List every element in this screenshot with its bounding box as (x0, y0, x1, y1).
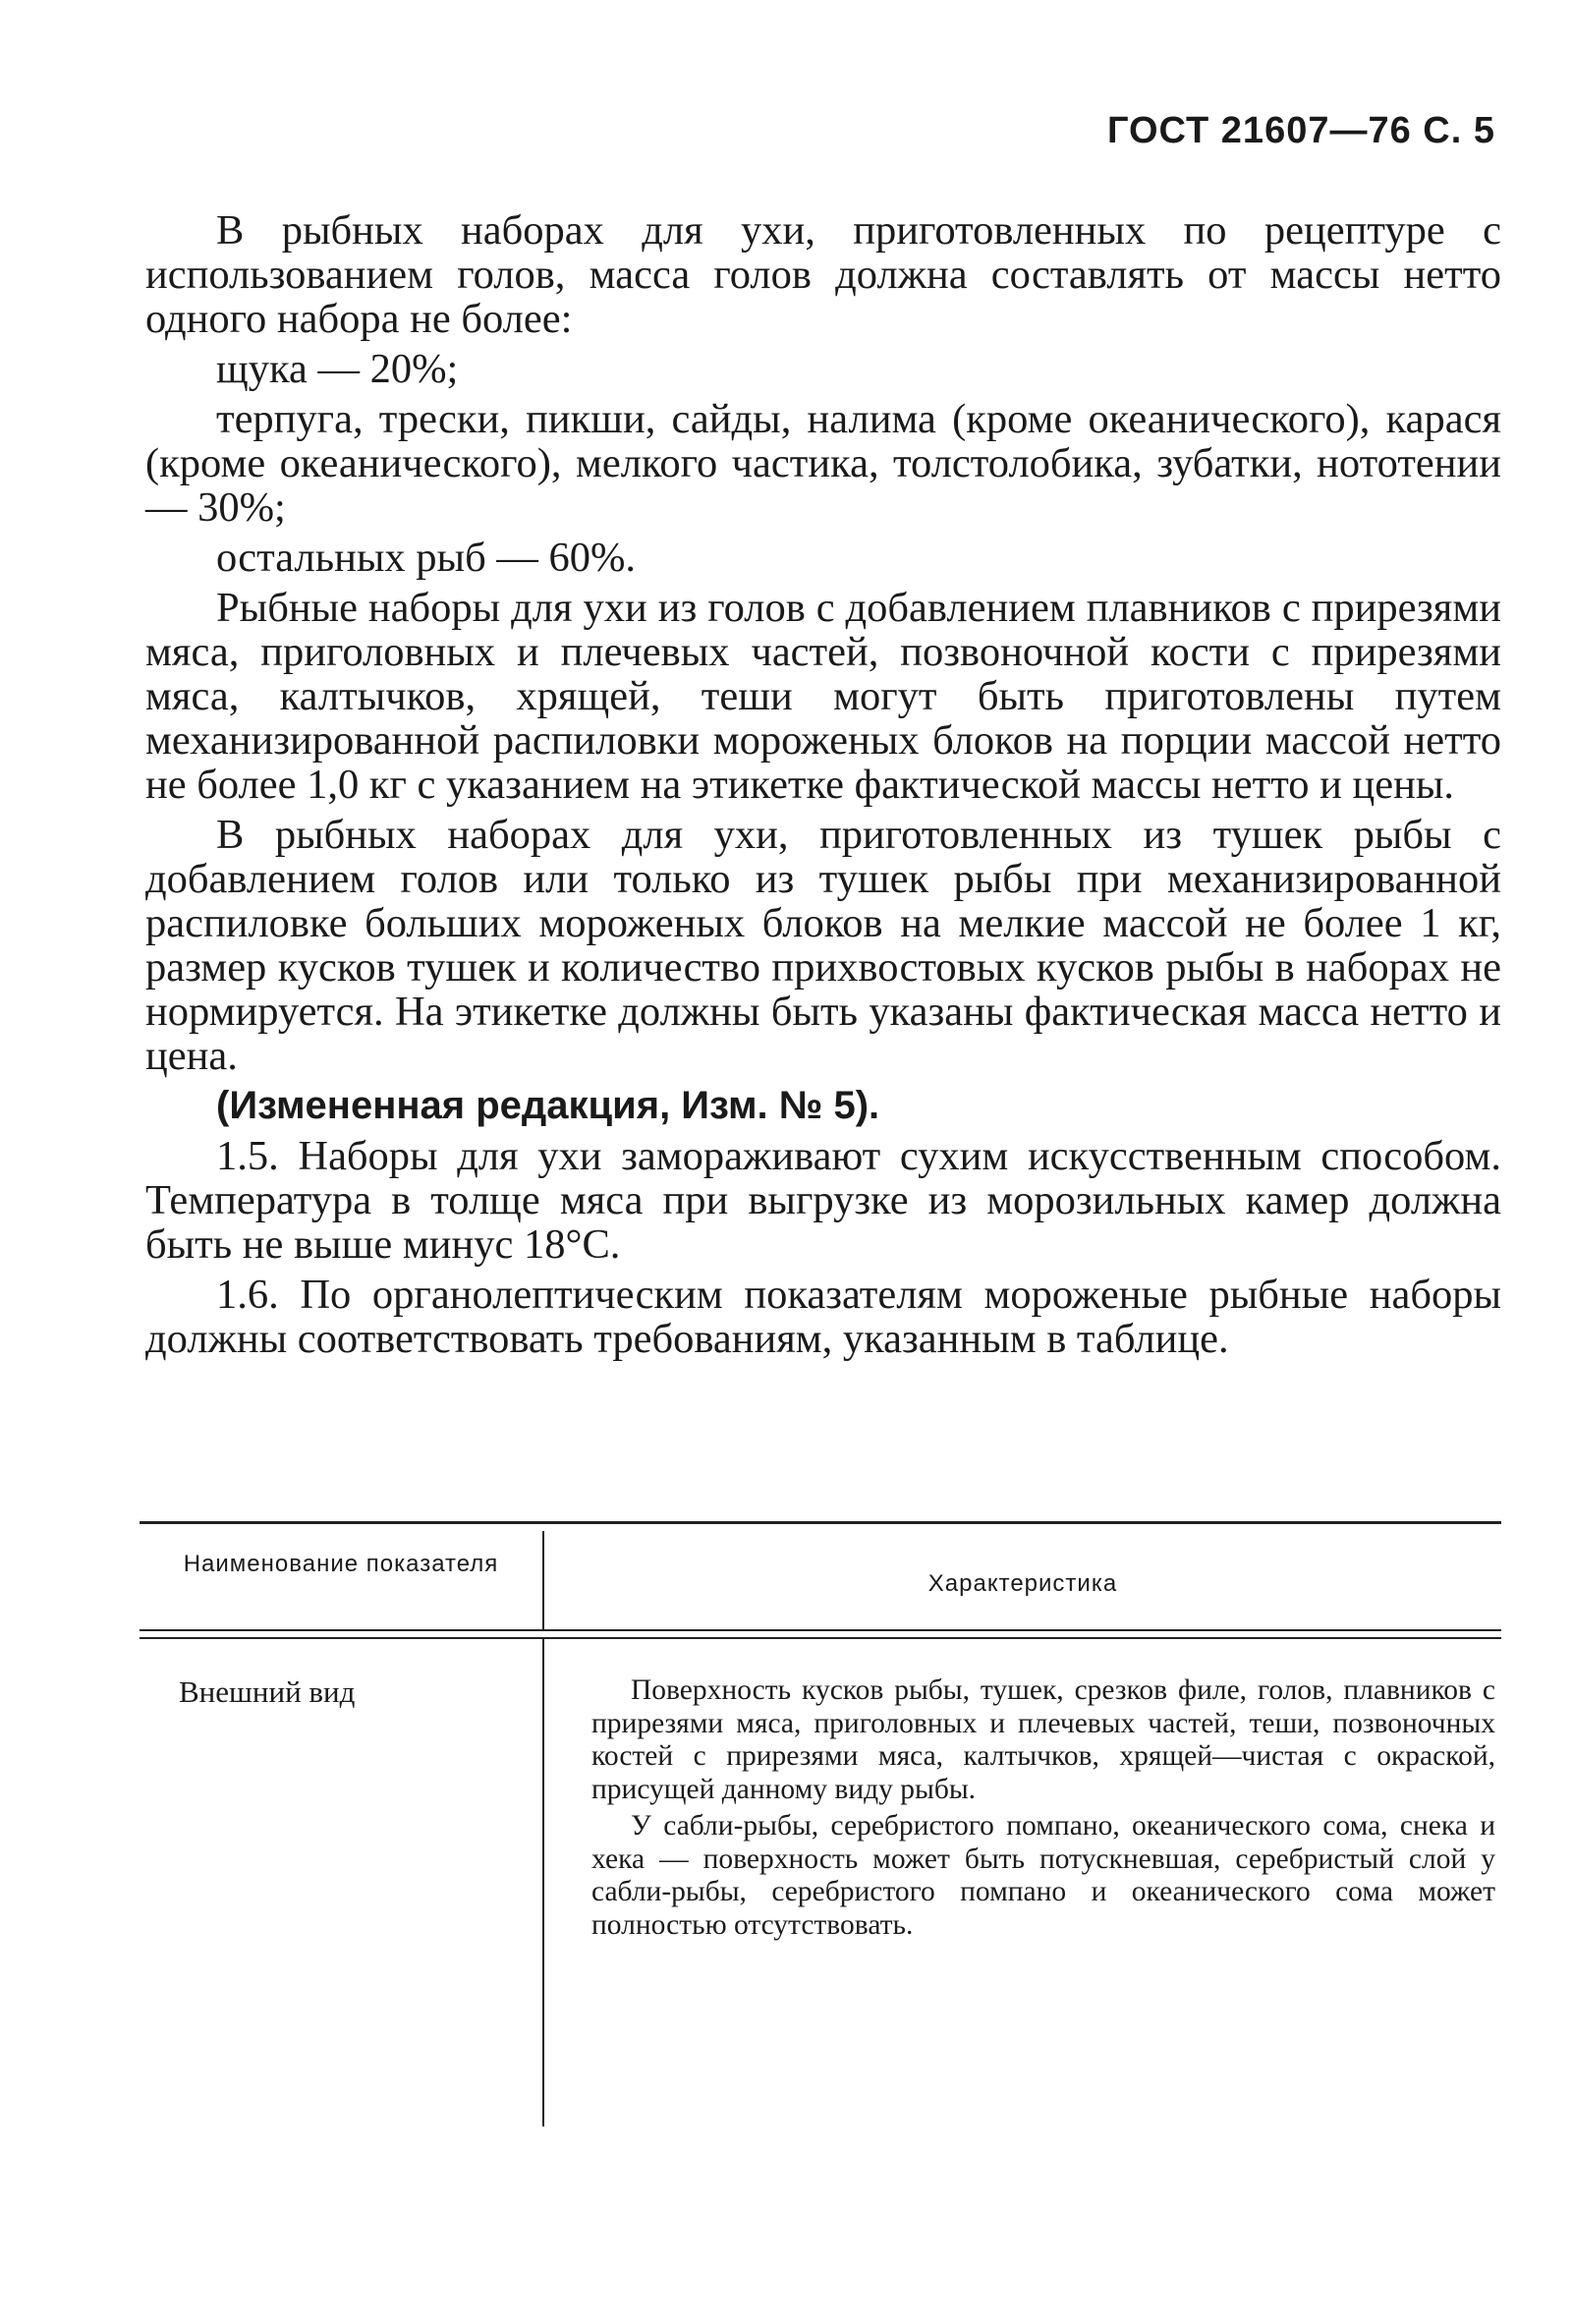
clause-1-6: 1.6. По органолептическим показателям мороженые рыбные наборы должны соответствовать требованиям, указанным в таблице. (145, 1272, 1501, 1362)
table-header-indicator: Наименование показателя (183, 1551, 499, 1577)
paragraph-sawing-heads: Рыбные наборы для ухи из голов с добавлением плавников с прирезями мяса, приголовных и плечевых частей, позвоночной кости с прирезями мяса, калтычков, хрящей, теши могут быть приготовлены путем механизированной распиловки мороженых блоков на порции массой нетто не более 1,0 кг с указанием на этикетке фактической массы нетто и цены. (145, 585, 1501, 808)
page-header: ГОСТ 21607—76 С. 5 (1106, 110, 1495, 151)
list-item-pike: щука — 20%; (216, 346, 459, 392)
document-body (145, 208, 1501, 1367)
table-row-indicator-name: Внешний вид (179, 1674, 356, 1709)
characteristic-paragraph-2: У сабли-рыбы, серебристого помпано, океанического сома, снека и хека — поверхность может быть потускневшая, серебристый слой у сабли-рыбы, серебристого помпано и океанического сома может полностью отсутствовать. (591, 1810, 1495, 1941)
clause-1-5: 1.5. Наборы для ухи замораживают сухим искусственным способом. Температура в толще мяса при выгрузке из морозильных камер должна быть не выше минус 18°С. (145, 1133, 1501, 1268)
paragraph-heads-requirement: В рыбных наборах для ухи, приготовленных по рецептуре с использованием голов, масса голов должна составлять от массы нетто одного набора не более: (145, 207, 1501, 342)
table-body-divider (542, 1639, 544, 2126)
list-item-rest: остальных рыб — 60%. (216, 535, 636, 581)
amendment-note: (Измененная редакция, Изм. № 5). (216, 1084, 880, 1127)
table-header-characteristic: Характеристика (927, 1570, 1118, 1597)
characteristic-paragraph-1: Поверхность кусков рыбы, тушек, срезков филе, голов, плавников с прирезями мяса, приголовных и плечевых частей, теши, позвоночных костей с прирезями мяса, калтычков, хрящей—чистая с окраской, присущей данному виду рыбы. (591, 1674, 1495, 1805)
table-header-rule-1 (140, 1629, 1501, 1631)
paragraph-sawing-carcasses: В рыбных наборах для ухи, приготовленных из тушек рыбы с добавлением голов или только из тушек рыбы при механизированной распиловке больших мороженых блоков на мелкие массой не более 1 кг, размер кусков тушек и количество прихвостовых кусков рыбы в наборах не нормируется. На этикетке должны быть указаны фактическая масса нетто и цена. (145, 812, 1501, 1079)
table-top-rule (140, 1521, 1501, 1524)
table-header-rule-2 (140, 1637, 1501, 1639)
table-row-characteristic (591, 1674, 1495, 1946)
list-item-other-fish: терпуга, трески, пикши, сайды, налима (кроме океанического), карася (кроме океанического), мелкого частика, толстолобика, зубатки, нототении — 30%; (145, 396, 1501, 531)
organoleptic-table (140, 1521, 1501, 2130)
